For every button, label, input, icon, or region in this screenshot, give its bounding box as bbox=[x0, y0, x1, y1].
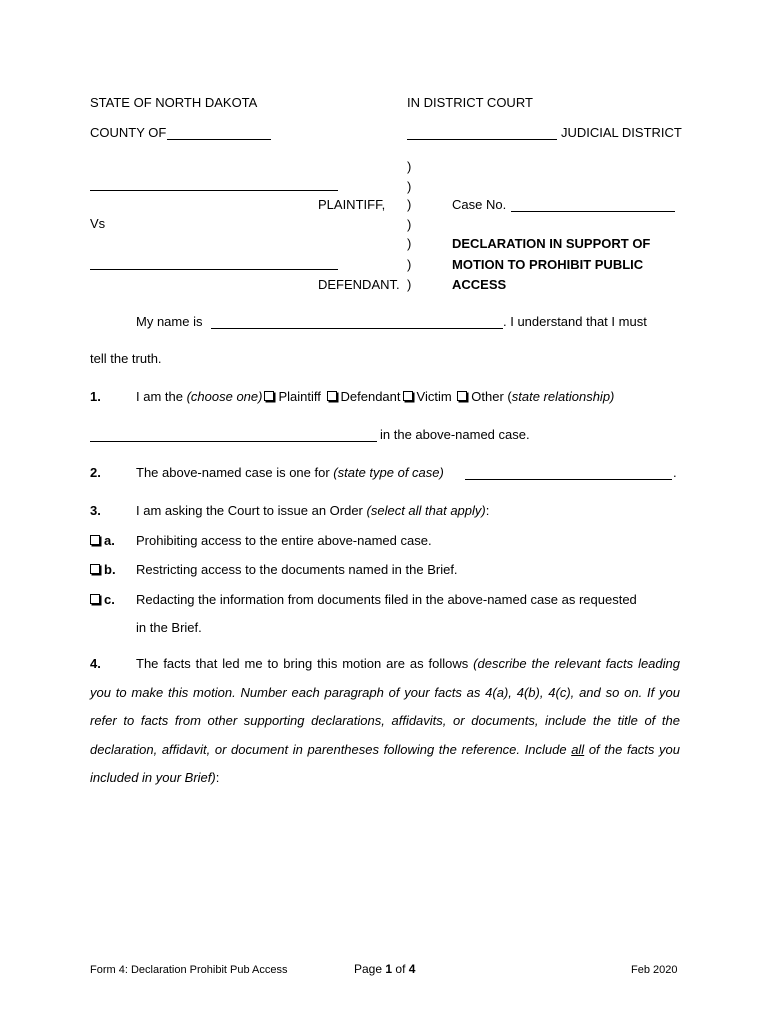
plaintiff-checkbox[interactable] bbox=[264, 391, 274, 401]
plaintiff-name-blank[interactable] bbox=[90, 190, 338, 191]
item-4-colon: : bbox=[215, 770, 220, 785]
document-title-line3: ACCESS bbox=[452, 277, 507, 292]
item-3-hint: (select all that apply) bbox=[366, 503, 486, 518]
caption-paren: ) bbox=[407, 236, 412, 251]
item-1-suffix: in the above-named case. bbox=[380, 427, 530, 442]
caption-paren: ) bbox=[407, 197, 412, 212]
county-label: COUNTY OF bbox=[90, 125, 167, 140]
plaintiff-option-label: Plaintiff bbox=[278, 389, 321, 404]
option-a-text: Prohibiting access to the entire above-named case. bbox=[136, 533, 432, 548]
option-c-row bbox=[90, 592, 115, 608]
option-c-label: c. bbox=[104, 592, 115, 607]
item-3-label: I am asking the Court to issue an Order bbox=[136, 503, 363, 518]
option-a-label: a. bbox=[104, 533, 115, 548]
case-no-label: Case No. bbox=[452, 197, 507, 212]
case-type-blank[interactable] bbox=[465, 479, 672, 480]
page-word: Page bbox=[354, 962, 383, 976]
truth-statement: . I understand that I must bbox=[503, 314, 647, 329]
total-pages: 4 bbox=[408, 962, 416, 976]
item-2-text bbox=[136, 465, 444, 481]
caption-paren: ) bbox=[407, 277, 412, 292]
my-name-label: My name is bbox=[136, 314, 203, 329]
item-1-text bbox=[136, 389, 614, 405]
item-1-prefix: I am the bbox=[136, 389, 183, 404]
judicial-district-label: JUDICIAL DISTRICT bbox=[561, 125, 682, 140]
footer-form-name: Form 4: Declaration Prohibit Pub Access bbox=[90, 964, 288, 976]
vs-label: Vs bbox=[90, 216, 106, 231]
item-3-number: 3. bbox=[90, 503, 101, 518]
footer-page-number bbox=[354, 961, 415, 977]
truth-statement-cont: tell the truth. bbox=[90, 351, 162, 366]
item-1-hint: (choose one) bbox=[186, 389, 263, 404]
option-a-row bbox=[90, 533, 115, 549]
victim-option-label: Victim bbox=[416, 389, 452, 404]
defendant-option-label: Defendant bbox=[340, 389, 401, 404]
item-4-number: 4. bbox=[90, 656, 101, 671]
defendant-label: DEFENDANT. bbox=[318, 277, 400, 292]
item-2-number: 2. bbox=[90, 465, 101, 480]
county-blank[interactable] bbox=[167, 139, 271, 140]
item-4-label: The facts that led me to bring this motion are as follows bbox=[136, 656, 469, 671]
declarant-name-blank[interactable] bbox=[211, 328, 503, 329]
document-title-line2: MOTION TO PROHIBIT PUBLIC bbox=[452, 257, 644, 272]
of-word: of bbox=[395, 962, 406, 976]
item-1-number: 1. bbox=[90, 389, 101, 404]
victim-checkbox[interactable] bbox=[403, 391, 413, 401]
item-4-paragraph bbox=[90, 650, 680, 793]
court-heading: IN DISTRICT COURT bbox=[407, 95, 533, 110]
other-option-label: Other ( bbox=[471, 389, 512, 404]
item-3-colon: : bbox=[485, 503, 490, 518]
item-3-text bbox=[136, 503, 489, 519]
option-b-label: b. bbox=[104, 562, 116, 577]
document-title-line1: DECLARATION IN SUPPORT OF bbox=[452, 236, 651, 251]
option-c-text: Redacting the information from documents filed in the above-named case as requested bbox=[136, 592, 637, 607]
footer-date: Feb 2020 bbox=[631, 964, 678, 976]
caption-paren: ) bbox=[407, 217, 412, 232]
defendant-checkbox[interactable] bbox=[327, 391, 337, 401]
option-c-checkbox[interactable] bbox=[90, 594, 100, 604]
state-relationship-hint: state relationship) bbox=[511, 389, 615, 404]
option-b-row bbox=[90, 562, 116, 578]
item-2-hint: (state type of case) bbox=[333, 465, 444, 480]
item-4-hint-end: of the facts you included in your Brief) bbox=[90, 741, 680, 785]
caption-paren: ) bbox=[407, 257, 412, 272]
relationship-blank[interactable] bbox=[90, 441, 377, 442]
defendant-name-blank[interactable] bbox=[90, 269, 338, 270]
option-b-checkbox[interactable] bbox=[90, 564, 100, 574]
plaintiff-label: PLAINTIFF, bbox=[318, 197, 386, 212]
caption-paren: ) bbox=[407, 179, 412, 194]
option-c-text-cont: in the Brief. bbox=[136, 620, 202, 635]
option-b-text: Restricting access to the documents named in the Brief. bbox=[136, 562, 458, 577]
caption-paren: ) bbox=[407, 159, 412, 174]
item-2-label: The above-named case is one for bbox=[136, 465, 330, 480]
option-a-checkbox[interactable] bbox=[90, 535, 100, 545]
other-checkbox[interactable] bbox=[457, 391, 467, 401]
case-no-blank[interactable] bbox=[511, 211, 675, 212]
item-2-period: . bbox=[673, 465, 677, 480]
judicial-district-blank[interactable] bbox=[407, 139, 557, 140]
item-4-hint: (describe the relevant facts leading you to make this motion. Number each paragraph of your facts as 4(a), 4(b), 4(c), and so on. If you refer to facts from other supporting declarations, affidavits, or documents, include the title of the declaration, affidavit, or document in parentheses following the reference. Include bbox=[90, 656, 680, 757]
item-4-hint-emphasis: all bbox=[571, 741, 585, 757]
current-page: 1 bbox=[385, 962, 393, 976]
state-heading: STATE OF NORTH DAKOTA bbox=[90, 95, 258, 110]
